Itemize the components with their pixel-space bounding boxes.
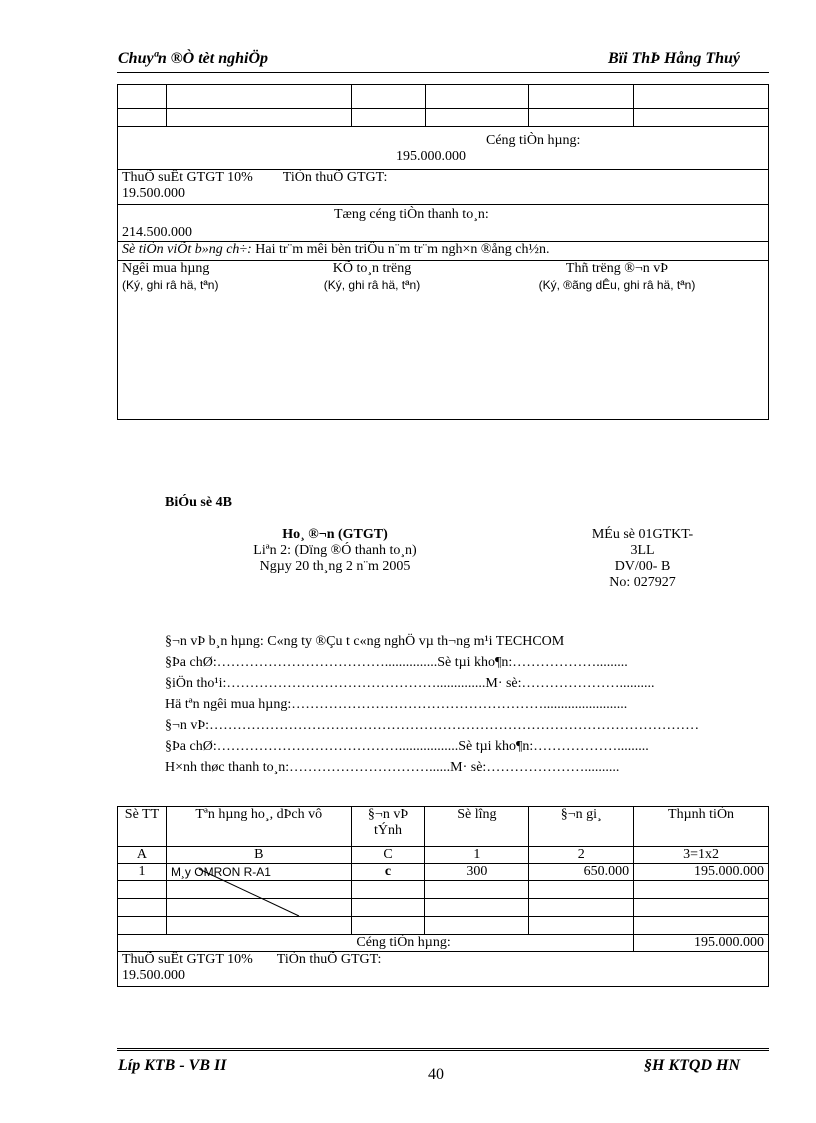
words-row: [118, 242, 769, 261]
seller-line: §¬n vÞ b¸n hµng: C«ng ty ®Çu t c«ng nghÖ vµ th¬ng m¹i TECHCOM: [165, 634, 565, 649]
words-value: Hai tr¨m mêi bèn triÖu n¨m tr¨m ngh×n ®ång ch½n.: [251, 242, 550, 257]
item-unit: c: [351, 864, 425, 881]
subtotal-value: 195.000.000: [396, 149, 466, 164]
vat-row: [118, 170, 769, 205]
total-row: [118, 205, 769, 242]
table-code-row: [118, 847, 769, 864]
code-b: B: [166, 847, 351, 864]
col-header-price: §¬n gi¸: [529, 807, 634, 847]
invoice-title-block: [200, 527, 470, 575]
total-label: Tæng céng tiÒn thanh to¸n:: [334, 207, 489, 222]
invoice-series: DV/00- B: [614, 559, 671, 574]
code-c: C: [351, 847, 425, 864]
item-price: 650.000: [529, 864, 634, 881]
buyer-address-line: §Þa chØ:………………………………….................Sè tµi kho¶n:……………….........: [165, 739, 649, 754]
signature-buyer: [122, 261, 272, 293]
vat-value: 19.500.000: [122, 186, 185, 201]
vat-amount-label: TiÒn thuÕ GTGT:: [282, 170, 388, 185]
signature-accountant-note: (Ký, ghi râ hä, tªn): [323, 278, 421, 292]
col-header-qty: Sè lîng: [425, 807, 529, 847]
col-header-name: Tªn hµng ho¸, dÞch vô: [166, 807, 351, 847]
buyer-line: Hä tªn ngêi mua hµng:………………………………………………........................: [165, 697, 628, 712]
signature-buyer-title: Ngêi mua hµng: [122, 261, 210, 276]
invoice-date: Ngµy 20 th¸ng 2 n¨m 2005: [259, 559, 411, 574]
header-rule: [117, 72, 769, 73]
signature-row: [118, 261, 769, 420]
signature-accountant-title: KÕ to¸n trëng: [332, 261, 412, 276]
unit-line: §¬n vÞ:……………………………………………………………………………………………: [165, 718, 700, 733]
items-subtotal-row: [118, 935, 769, 952]
items-subtotal-value: 195.000.000: [634, 935, 769, 952]
signature-director-note: (Ký, ®ãng dÊu, ghi râ hä, tªn): [538, 278, 696, 292]
col-header-amount: Thµnh tiÒn: [634, 807, 769, 847]
payment-line: H×nh thøc thanh to¸n:…………………………......M· sè:…………………..........: [165, 760, 620, 775]
subtotal-row: [118, 127, 769, 170]
address-line: §Þa chØ:………………………………...............Sè tµi kho¶n:……………….........: [165, 655, 628, 670]
item-name: M¸y OMRON R-A1: [166, 864, 351, 881]
items-vat-amount-label: TiÒn thuÕ GTGT:: [276, 952, 382, 967]
item-amount: 195.000.000: [634, 864, 769, 881]
col-header-unit: §¬n vÞ tÝnh: [351, 807, 425, 847]
footer-right: §H KTQD HN: [644, 1057, 740, 1074]
top-invoice-table: [117, 84, 769, 420]
code-a: A: [118, 847, 167, 864]
form-caption: BiÓu sè 4B: [165, 495, 232, 510]
invoice-code-block: [570, 527, 715, 591]
invoice-copy: Liªn 2: (Dïng ®Ó thanh to¸n): [253, 543, 417, 558]
signature-accountant: [272, 261, 472, 293]
item-qty: 300: [425, 864, 529, 881]
words-label: Sè tiÒn viÕt b»ng ch÷:: [122, 242, 252, 257]
item-no: 1: [118, 864, 167, 881]
code-2: 2: [529, 847, 634, 864]
items-vat-value: 19.500.000: [122, 968, 185, 983]
footer-rule: [117, 1048, 769, 1051]
phone-line: §iÖn tho¹i:………………………………………..............M· sè:…………………..........: [165, 676, 655, 691]
signature-buyer-note: (Ký, ghi râ hä, tªn): [122, 278, 219, 292]
code-3: 3=1x2: [634, 847, 769, 864]
invoice-template-code: MÉu sè 01GTKT-: [591, 527, 694, 542]
col-header-no: Sè TT: [118, 807, 167, 847]
subtotal-label: Céng tiÒn hµng:: [486, 133, 581, 148]
signature-director-title: Thñ trëng ®¬n vÞ: [565, 261, 669, 276]
items-subtotal-label: Céng tiÒn hµng:: [118, 935, 634, 952]
header-right: Bïi ThÞ Hång Thuý: [607, 50, 740, 67]
vat-rate-label: ThuÕ suÊt GTGT 10%: [122, 170, 253, 185]
header-left: Chuyªn ®Ò tèt nghiÖp: [118, 50, 269, 67]
invoice-number: No: 027927: [609, 575, 676, 590]
total-value: 214.500.000: [122, 225, 192, 240]
items-vat-row: [118, 952, 769, 987]
strike-line: [195, 866, 305, 920]
items-vat-rate-label: ThuÕ suÊt GTGT 10%: [122, 952, 253, 967]
table-header-row: [118, 807, 769, 847]
page-number: 40: [428, 1066, 444, 1083]
signature-director: [472, 261, 762, 293]
invoice-title: Ho¸ ®¬n (GTGT): [282, 527, 388, 542]
code-1: 1: [425, 847, 529, 864]
footer-left: Líp KTB - VB II: [118, 1057, 227, 1074]
invoice-template-code-2: 3LL: [630, 543, 655, 558]
